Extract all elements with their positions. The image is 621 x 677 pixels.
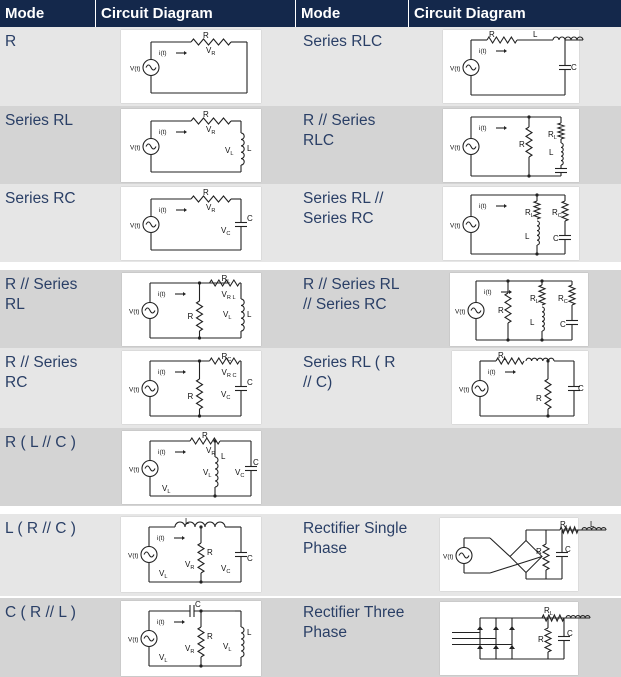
circuit-diagram: [121, 517, 261, 592]
diagram-cell-left: [95, 514, 295, 596]
circuit-svg: [443, 109, 579, 182]
label: R: [203, 110, 209, 119]
label: R: [207, 632, 213, 641]
label: $R_L$: [548, 130, 557, 141]
current-label: i(t): [484, 289, 492, 296]
arrow-icon: [184, 130, 187, 134]
label: R: [187, 312, 194, 321]
table-row: [0, 106, 621, 184]
node-dot: [506, 338, 509, 341]
inductor-symbol: [241, 627, 244, 657]
circuit-diagram: [440, 602, 578, 675]
label: $V_L$: [223, 642, 232, 653]
label: R: [536, 547, 542, 556]
source-label: V(t): [130, 144, 141, 152]
label: L: [533, 30, 538, 39]
node-dot: [199, 525, 202, 528]
source-label: V(t): [129, 308, 140, 316]
label: C: [247, 378, 253, 387]
current-label: i(t): [157, 535, 165, 542]
circuit-svg: [121, 187, 261, 260]
mode-cell-right: Rectifier Single Phase: [295, 514, 408, 596]
source-label: V(t): [450, 144, 461, 152]
label: R: [207, 548, 213, 557]
label: $V_R$: [206, 125, 216, 136]
row-divider: [0, 506, 621, 512]
label: $R_L$: [498, 351, 507, 362]
resistor-symbol: [543, 544, 549, 570]
node-dot: [198, 359, 201, 362]
label: R: [498, 306, 504, 315]
mode-cell-left: C ( R // L ): [0, 598, 95, 677]
label: $V_C$: [221, 564, 231, 575]
label: L: [247, 310, 252, 319]
source-label: V(t): [128, 636, 139, 644]
label: $V_R$: [206, 46, 216, 57]
source-label: V(t): [459, 386, 470, 394]
label: C: [567, 629, 573, 638]
circuit-diagram: [452, 351, 588, 424]
circuit-svg: [121, 517, 261, 592]
label: C: [253, 458, 259, 467]
diode-icon: [477, 626, 483, 630]
node-dot: [199, 580, 202, 583]
circuit-svg: [121, 109, 261, 182]
circuit-diagram: [122, 273, 261, 346]
label: $R_C$: [558, 294, 568, 305]
label: R: [538, 635, 544, 644]
label: $R_L$: [544, 606, 553, 617]
current-label: i(t): [159, 129, 167, 136]
node-dot: [546, 359, 549, 362]
label: $V_L$: [159, 569, 168, 580]
resistor-symbol: [545, 379, 551, 409]
current-label: i(t): [479, 203, 487, 210]
label: $V_R$: [185, 560, 195, 571]
diagram-cell-left: [95, 348, 295, 428]
table-row: [0, 184, 621, 264]
inductor-symbol: [526, 358, 554, 361]
node-dot: [198, 414, 201, 417]
current-label: i(t): [159, 50, 167, 57]
arrow-icon: [504, 49, 507, 53]
node-dot: [540, 279, 543, 282]
circuit-diagram: [121, 30, 261, 103]
diagram-cell-right: [408, 27, 621, 106]
header-diagram-left: Circuit Diagram: [95, 0, 295, 27]
bridge-rectifier-icon: [510, 541, 542, 573]
diagram-cell-right: [408, 514, 621, 596]
diode-icon: [509, 645, 515, 649]
resistor-symbol: [505, 293, 511, 323]
diagram-cell-left: [95, 106, 295, 184]
diagram-cell-left: [95, 184, 295, 264]
resistor-symbol: [197, 301, 203, 331]
circuit-svg: [452, 351, 588, 424]
circuit-svg: [440, 518, 595, 591]
label: L: [549, 148, 554, 157]
inductor-symbol: [542, 307, 544, 331]
resistor-symbol: [558, 123, 564, 139]
source-label: V(t): [450, 65, 461, 73]
label: $V_L$: [159, 653, 168, 664]
header-diagram-right: Circuit Diagram: [408, 0, 621, 27]
diagram-cell-left: [95, 428, 295, 508]
diode-icon: [493, 626, 499, 630]
mode-cell-right: Series RL // Series RC: [295, 184, 408, 264]
label: R: [203, 188, 209, 197]
table-row: [0, 428, 621, 508]
node-dot: [198, 336, 201, 339]
diagram-cell-left: [95, 270, 295, 348]
current-label: i(t): [158, 291, 166, 298]
table-row: [0, 27, 621, 106]
label: R: [519, 140, 525, 149]
arrow-icon: [182, 536, 185, 540]
resistor-symbol: [191, 39, 231, 45]
inductor-symbol: [241, 133, 244, 165]
resistor-symbol: [539, 285, 545, 305]
mode-cell-right: R // Series RLC: [295, 106, 408, 184]
circuit-svg: [122, 431, 261, 504]
node-dot: [527, 174, 530, 177]
diagram-cell-right: [408, 270, 621, 348]
inductor-symbol: [215, 457, 218, 487]
mode-cell-right: Rectifier Three Phase: [295, 598, 408, 677]
arrow-icon: [183, 292, 186, 296]
label: L: [247, 144, 252, 153]
resistor-symbol: [198, 543, 204, 573]
node-dot: [506, 279, 509, 282]
header-mode-right: Mode: [295, 0, 408, 27]
row-divider: [0, 262, 621, 268]
node-dot: [535, 193, 538, 196]
label: $V_C$: [221, 226, 231, 237]
resistor-symbol: [197, 379, 203, 409]
arrow-icon: [184, 51, 187, 55]
circuit-svg: [121, 30, 261, 103]
label: L: [590, 520, 595, 529]
resistor-symbol: [562, 201, 568, 221]
current-label: i(t): [158, 449, 166, 456]
resistor-symbol: [191, 118, 231, 124]
label: $R_C$: [552, 208, 562, 219]
arrow-icon: [504, 126, 507, 130]
node-dot: [546, 414, 549, 417]
wire: [490, 538, 510, 557]
resistor-symbol: [545, 628, 551, 652]
table-row: [0, 348, 621, 428]
label: R: [202, 431, 208, 440]
diagram-cell-right: [408, 106, 621, 184]
label: $R_L$: [530, 294, 539, 305]
mode-cell-right: Series RL ( R // C): [295, 348, 408, 428]
current-label: i(t): [488, 369, 496, 376]
node-dot: [213, 439, 216, 442]
node-dot: [540, 338, 543, 341]
label: L: [185, 517, 190, 526]
label: $V_R$: [206, 203, 216, 214]
circuit-diagram: [443, 30, 579, 103]
circuit-diagram: [121, 187, 261, 260]
inductor-symbol: [241, 299, 244, 331]
mode-cell-left: L ( R // C ): [0, 514, 95, 596]
arrow-icon: [184, 208, 187, 212]
circuit-diagram: [450, 273, 588, 346]
diagram-cell-right: [408, 598, 621, 677]
resistor-symbol: [526, 127, 532, 157]
table-row: [0, 270, 621, 348]
label: $V_L$: [162, 484, 171, 495]
diagram-cell-right: [408, 428, 621, 508]
label: C: [578, 384, 584, 393]
circuit-svg: [121, 601, 261, 676]
resistor-symbol: [191, 196, 231, 202]
source-label: V(t): [128, 552, 139, 560]
source-label: V(t): [455, 308, 466, 316]
current-label: i(t): [157, 619, 165, 626]
label: $R_L$: [525, 208, 534, 219]
diagram-cell-right: [408, 184, 621, 264]
resistor-symbol: [534, 201, 540, 219]
arrow-icon: [182, 620, 185, 624]
node-dot: [199, 664, 202, 667]
label: $V_L$: [225, 146, 234, 157]
mode-cell-left: R // Series RC: [0, 348, 95, 428]
label: $V_C$: [221, 390, 231, 401]
source-label: V(t): [129, 466, 140, 474]
source-label: V(t): [129, 386, 140, 394]
label: C: [247, 554, 253, 563]
label: $V_{R L}$: [221, 290, 236, 301]
label: $R_L$: [221, 274, 231, 285]
mode-cell-right: Series RLC: [295, 27, 408, 106]
label: $R_C$: [221, 352, 232, 363]
source-label: V(t): [450, 222, 461, 230]
label: $V_C$: [235, 468, 245, 479]
mode-cell-right: R // Series RL // Series RC: [295, 270, 408, 348]
arrow-icon: [183, 370, 186, 374]
label: $V_L$: [223, 310, 232, 321]
label: $V_R$: [206, 446, 216, 457]
circuit-diagram: [443, 109, 579, 182]
header-mode-left: Mode: [0, 0, 95, 27]
arrow-icon: [509, 290, 512, 294]
circuit-diagram: [121, 601, 261, 676]
circuit-diagram: [122, 351, 261, 424]
circuit-diagram: [443, 187, 579, 260]
label: C: [247, 214, 253, 223]
circuit-diagram: [440, 518, 595, 591]
node-dot: [198, 281, 201, 284]
circuit-svg: [443, 187, 579, 260]
label: $R_L$: [560, 520, 569, 531]
node-dot: [199, 609, 202, 612]
source-label: V(t): [130, 65, 141, 73]
resistor-symbol: [198, 627, 204, 657]
circuit-svg: [122, 273, 261, 346]
label: L: [530, 318, 535, 327]
diode-icon: [477, 645, 483, 649]
label: R: [536, 394, 542, 403]
label: $V_L$: [203, 468, 212, 479]
node-dot: [535, 252, 538, 255]
current-label: i(t): [479, 125, 487, 132]
circuit-svg: [443, 30, 579, 103]
label: C: [571, 63, 577, 72]
label: C: [560, 320, 566, 329]
resistor-symbol: [542, 615, 564, 621]
inductor-symbol: [561, 143, 563, 165]
label: $V_R$: [185, 644, 195, 655]
source-label: V(t): [130, 222, 141, 230]
mode-cell-left: R // Series RL: [0, 270, 95, 348]
current-label: i(t): [479, 48, 487, 55]
source-label: V(t): [443, 553, 454, 561]
circuit-diagram: [121, 109, 261, 182]
circuit-svg: [122, 351, 261, 424]
mode-cell-left: R ( L // C ): [0, 428, 95, 508]
node-dot: [213, 494, 216, 497]
arrow-icon: [513, 370, 516, 374]
resistor-symbol: [569, 285, 575, 305]
label: R: [203, 31, 209, 40]
label: L: [247, 628, 252, 637]
diode-icon: [509, 626, 515, 630]
mode-cell-left: R: [0, 27, 95, 106]
label: L: [525, 232, 530, 241]
diagram-cell-right: [408, 348, 621, 428]
label: $V_{R C}$: [221, 368, 237, 379]
label: C: [565, 545, 571, 554]
diagram-cell-left: [95, 27, 295, 106]
label: L: [221, 452, 226, 461]
table-row: [0, 514, 621, 596]
inductor-symbol: [537, 221, 539, 245]
label: R: [187, 392, 194, 401]
label: C: [195, 600, 201, 609]
current-label: i(t): [158, 369, 166, 376]
mode-cell-left: Series RL: [0, 106, 95, 184]
label: C: [553, 234, 559, 243]
mode-cell-left: Series RC: [0, 184, 95, 264]
current-label: i(t): [159, 207, 167, 214]
arrow-icon: [183, 450, 186, 454]
diagram-cell-left: [95, 598, 295, 677]
node-dot: [527, 115, 530, 118]
circuit-svg: [440, 602, 578, 675]
circuit-svg: [450, 273, 588, 346]
circuit-diagram: [122, 431, 261, 504]
diode-icon: [493, 645, 499, 649]
arrow-icon: [504, 204, 507, 208]
label: R: [489, 30, 495, 39]
table-row: [0, 598, 621, 677]
mode-cell-right: [295, 428, 408, 508]
